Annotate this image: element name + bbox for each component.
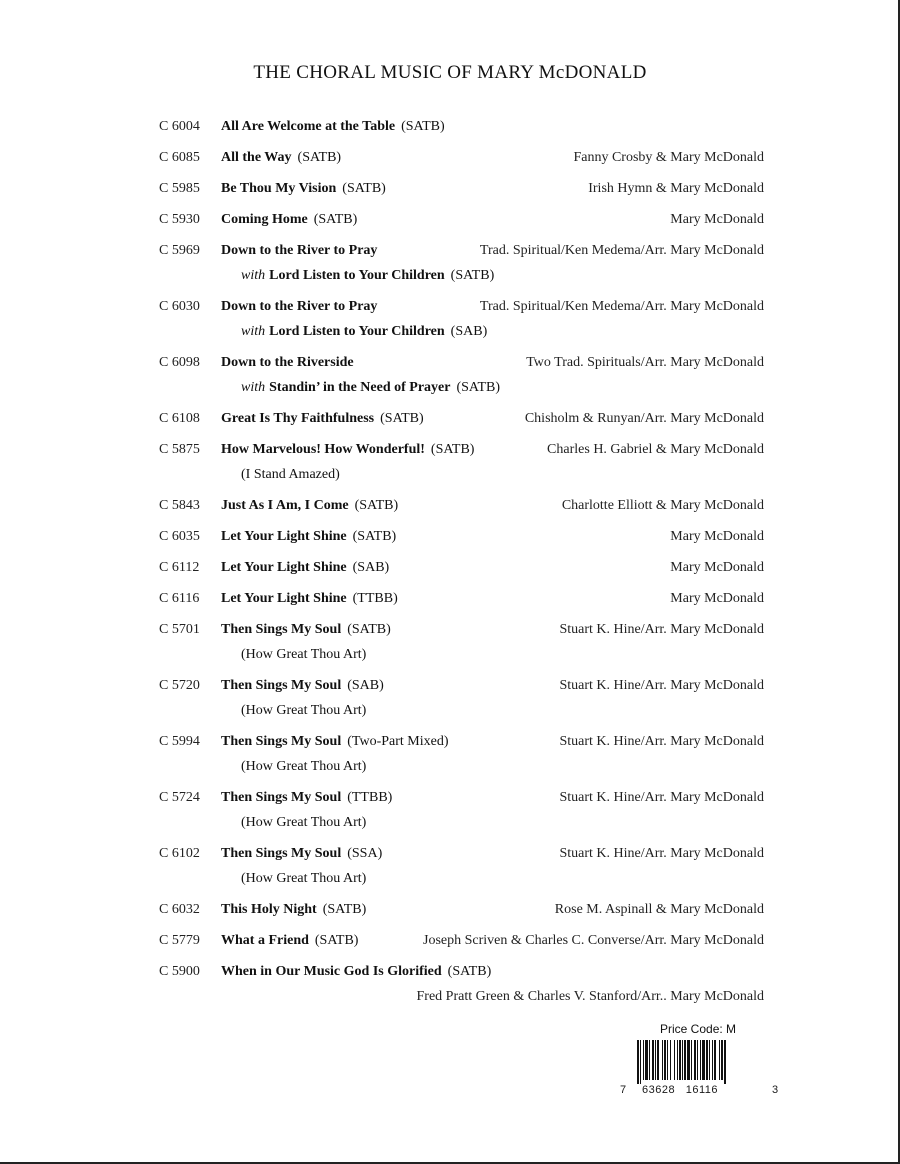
catalog-entry	[0, 557, 900, 579]
entry-code: C 6032	[159, 902, 200, 917]
catalog-entry	[0, 240, 900, 262]
entry-subtitle: Standin’ in the Need of Prayer	[269, 380, 451, 395]
entry-code: C 5930	[159, 212, 200, 227]
entry-title-line	[221, 178, 386, 200]
catalog-entry-subline	[0, 644, 900, 666]
catalog-entry-subline	[0, 377, 900, 399]
catalog-entry	[0, 843, 900, 865]
entry-title-line	[221, 731, 449, 753]
entry-title: Be Thou My Vision	[221, 181, 337, 196]
entry-title-line	[221, 843, 382, 865]
barcode-digits-middle: 63628 16116	[642, 1084, 719, 1096]
entry-code: C 6112	[159, 560, 200, 575]
entry-title: How Marvelous! How Wonderful!	[221, 442, 425, 457]
entry-title: All the Way	[221, 150, 292, 165]
entry-title-line	[221, 787, 392, 809]
entry-subtitle-voicing: (SATB)	[456, 380, 501, 395]
catalog-entry	[0, 899, 900, 921]
entry-code: C 5724	[159, 790, 200, 805]
entry-title-line	[221, 296, 377, 318]
entry-composer: Mary McDonald	[670, 529, 764, 544]
entry-voicing: (SATB)	[347, 622, 391, 637]
entry-title-line	[221, 588, 398, 610]
entry-composer: Mary McDonald	[670, 212, 764, 227]
entry-code: C 6102	[159, 846, 200, 861]
entry-code: C 6085	[159, 150, 200, 165]
entry-code: C 6035	[159, 529, 200, 544]
entry-code: C 6004	[159, 119, 200, 134]
entry-voicing: (SATB)	[297, 150, 342, 165]
entry-code: C 5701	[159, 622, 200, 637]
entry-title: Then Sings My Soul	[221, 790, 342, 805]
entry-title-line	[221, 147, 341, 169]
entry-title: When in Our Music God Is Glorified	[221, 964, 442, 979]
entry-composer: Fred Pratt Green & Charles V. Stanford/Arr.. Mary McDonald	[416, 989, 764, 1004]
entry-subtitle-voicing: (SATB)	[450, 268, 495, 283]
catalog-entry-subline	[0, 812, 900, 834]
entry-title-line	[221, 930, 358, 952]
entry-title: Just As I Am, I Come	[221, 498, 349, 513]
entry-title: Let Your Light Shine	[221, 591, 347, 606]
entry-composer: Mary McDonald	[670, 591, 764, 606]
entry-code: C 5994	[159, 734, 200, 749]
catalog-entry-subline	[0, 321, 900, 343]
entry-title-line	[221, 240, 377, 262]
entry-composer: Stuart K. Hine/Arr. Mary McDonald	[559, 622, 764, 637]
entry-title: Then Sings My Soul	[221, 734, 342, 749]
entry-code: C 5969	[159, 243, 200, 258]
catalog-entry	[0, 526, 900, 548]
entry-voicing: (TTBB)	[347, 790, 393, 805]
entry-title: Down to the River to Pray	[221, 299, 378, 314]
entry-code: C 6116	[159, 591, 200, 606]
entry-voicing: (SATB)	[313, 212, 358, 227]
entry-composer: Trad. Spiritual/Ken Medema/Arr. Mary McDonald	[479, 243, 764, 258]
entry-composer: Stuart K. Hine/Arr. Mary McDonald	[559, 790, 764, 805]
entry-alt-title: (I Stand Amazed)	[241, 467, 340, 482]
entry-voicing: (SATB)	[352, 529, 397, 544]
catalog-entry-subline	[0, 265, 900, 287]
entry-alt-title: (How Great Thou Art)	[241, 647, 367, 662]
barcode-icon	[635, 1040, 770, 1084]
entry-code: C 6098	[159, 355, 200, 370]
catalog-entry	[0, 619, 900, 641]
entry-code: C 6108	[159, 411, 200, 426]
entry-title: Let Your Light Shine	[221, 560, 347, 575]
entry-voicing: (SATB)	[401, 119, 445, 134]
entry-title-line	[221, 116, 445, 138]
entry-composer: Stuart K. Hine/Arr. Mary McDonald	[559, 678, 764, 693]
entry-title: Then Sings My Soul	[221, 622, 342, 637]
entry-title-line	[221, 495, 398, 517]
catalog-entry-subline	[0, 986, 900, 1008]
entry-title: Let Your Light Shine	[221, 529, 347, 544]
entry-voicing: (SATB)	[342, 181, 386, 196]
entry-with: with	[241, 380, 266, 395]
entry-code: C 5985	[159, 181, 200, 196]
entry-voicing: (SATB)	[314, 933, 359, 948]
entry-composer: Fanny Crosby & Mary McDonald	[573, 150, 764, 165]
entry-composer: Stuart K. Hine/Arr. Mary McDonald	[559, 734, 764, 749]
catalog-entry	[0, 178, 900, 200]
entry-code: C 5843	[159, 498, 200, 513]
entry-code: C 5779	[159, 933, 200, 948]
catalog-entry	[0, 408, 900, 430]
entry-voicing: (SSA)	[347, 846, 383, 861]
entry-composer: Charles H. Gabriel & Mary McDonald	[547, 442, 764, 457]
entry-title: Then Sings My Soul	[221, 846, 342, 861]
entry-title: Then Sings My Soul	[221, 678, 342, 693]
entry-voicing: (SAB)	[347, 678, 384, 693]
catalog-entry-subline	[0, 700, 900, 722]
entry-voicing: (SATB)	[430, 442, 475, 457]
entry-composer: Charlotte Elliott & Mary McDonald	[561, 498, 764, 513]
entry-code: C 6030	[159, 299, 200, 314]
entry-code: C 5720	[159, 678, 200, 693]
entry-title-line	[221, 352, 354, 374]
barcode-digit-left: 7	[620, 1084, 627, 1096]
entry-title-line	[221, 899, 366, 921]
page-title: THE CHORAL MUSIC OF MARY McDONALD	[253, 62, 647, 83]
entry-title-line	[221, 408, 424, 430]
catalog-entry	[0, 731, 900, 753]
entry-voicing: (SAB)	[352, 560, 390, 575]
entry-composer: Two Trad. Spirituals/Arr. Mary McDonald	[526, 355, 764, 370]
entry-alt-title: (How Great Thou Art)	[241, 815, 367, 830]
catalog-entry	[0, 209, 900, 231]
catalog-entry-subline	[0, 756, 900, 778]
entry-composer: Rose M. Aspinall & Mary McDonald	[554, 902, 764, 917]
entry-composer: Trad. Spiritual/Ken Medema/Arr. Mary McDonald	[479, 299, 764, 314]
entry-voicing: (SATB)	[354, 498, 399, 513]
entry-title-line	[221, 209, 357, 231]
catalog-entry	[0, 352, 900, 374]
entry-with: with	[241, 324, 266, 339]
catalog-entry-subline	[0, 464, 900, 486]
catalog-entry	[0, 495, 900, 517]
entry-title: Down to the River to Pray	[221, 243, 378, 258]
catalog-entry	[0, 961, 900, 983]
entry-code: C 5900	[159, 964, 200, 979]
entry-title: Down to the Riverside	[221, 355, 354, 370]
entry-title-line	[221, 961, 491, 983]
entry-composer: Stuart K. Hine/Arr. Mary McDonald	[559, 846, 764, 861]
catalog-entry	[0, 930, 900, 952]
entry-composer: Mary McDonald	[670, 560, 764, 575]
price-code: Price Code: M	[660, 1022, 737, 1036]
entry-composer: Irish Hymn & Mary McDonald	[588, 181, 764, 196]
entry-voicing: (SATB)	[380, 411, 424, 426]
entry-subtitle-voicing: (SAB)	[450, 324, 488, 339]
entry-title-line	[221, 526, 396, 548]
catalog-entry	[0, 675, 900, 697]
entry-voicing: (SATB)	[322, 902, 367, 917]
entry-title-line	[221, 557, 389, 579]
entry-composer: Chisholm & Runyan/Arr. Mary McDonald	[524, 411, 764, 426]
entry-subtitle: Lord Listen to Your Children	[269, 268, 445, 283]
catalog-entry	[0, 787, 900, 809]
entry-title: What a Friend	[221, 933, 309, 948]
entry-alt-title: (How Great Thou Art)	[241, 759, 367, 774]
entry-voicing: (SATB)	[447, 964, 492, 979]
entry-title-line	[221, 439, 474, 461]
catalog-entry	[0, 588, 900, 610]
entry-subtitle: Lord Listen to Your Children	[269, 324, 445, 339]
entry-title: Coming Home	[221, 212, 308, 227]
catalog-entry-subline	[0, 868, 900, 890]
entry-voicing: (Two-Part Mixed)	[347, 734, 449, 749]
entry-title: All Are Welcome at the Table	[221, 119, 396, 134]
entry-title: Great Is Thy Faithfulness	[221, 411, 375, 426]
catalog-entry	[0, 116, 900, 138]
price-barcode-block	[620, 1020, 790, 1100]
barcode-digit-right: 3	[772, 1084, 779, 1096]
catalog-entry	[0, 147, 900, 169]
entry-title-line	[221, 675, 384, 697]
entry-with: with	[241, 268, 266, 283]
catalog-entry	[0, 439, 900, 461]
entry-title: This Holy Night	[221, 902, 317, 917]
entry-subtitle-line	[241, 377, 500, 399]
entry-alt-title: (How Great Thou Art)	[241, 871, 367, 886]
entry-title-line	[221, 619, 391, 641]
catalog-entry	[0, 296, 900, 318]
entry-composer: Joseph Scriven & Charles C. Converse/Arr. Mary McDonald	[423, 933, 764, 948]
entry-subtitle-line	[241, 265, 494, 287]
entry-code: C 5875	[159, 442, 200, 457]
entry-alt-title: (How Great Thou Art)	[241, 703, 367, 718]
entry-subtitle-line	[241, 321, 487, 343]
entry-voicing: (TTBB)	[352, 591, 398, 606]
